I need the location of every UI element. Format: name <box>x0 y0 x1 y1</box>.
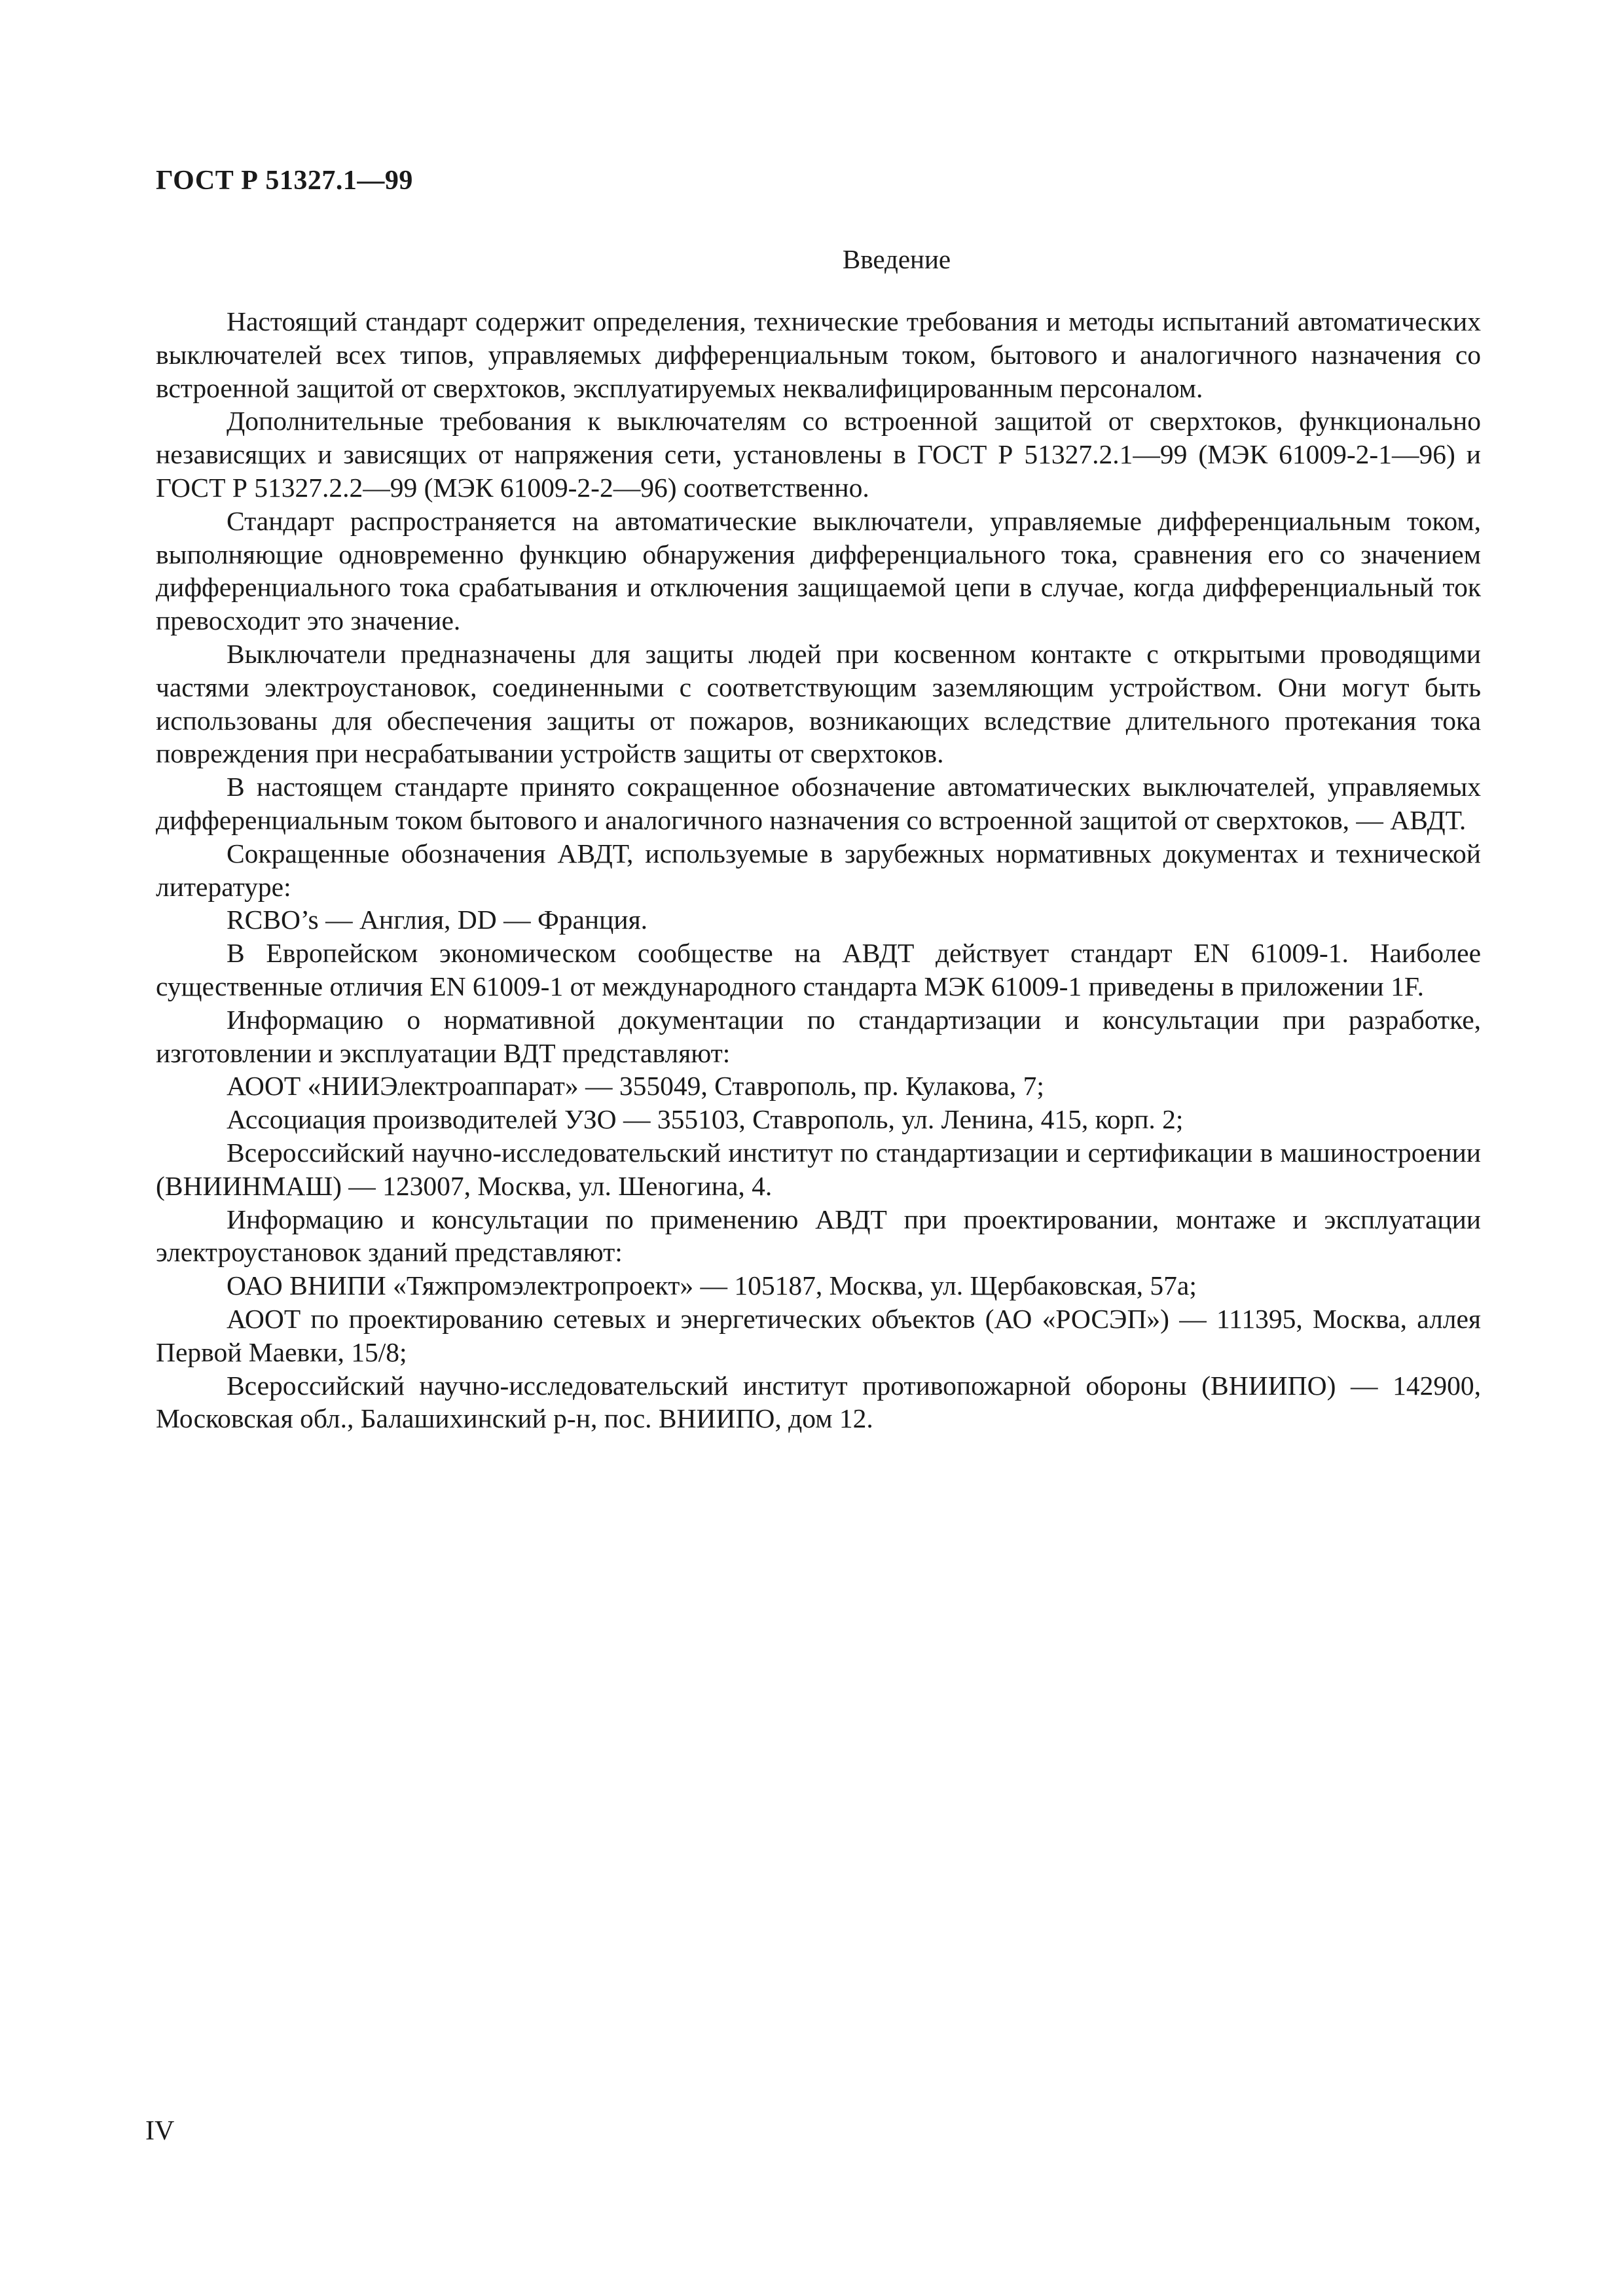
paragraph: Всероссийский научно-исследовательский институт по стандартизации и сертификации в машиностроении (ВНИИНМАШ) — 123007, Москва, ул. Шеногина, 4. <box>156 1137 1481 1201</box>
paragraph: Настоящий стандарт содержит определения, технические требования и методы испытаний автоматических выключателей всех типов, управляемых дифференциальным током, бытового и аналогичного назначения со встроенной защитой от сверхтоков, эксплуатируемых неквалифицированным персоналом. <box>156 306 1481 403</box>
document-code-header: ГОСТ Р 51327.1—99 <box>156 166 413 196</box>
paragraph: В Европейском экономическом сообществе на АВДТ действует стандарт EN 61009-1. Наиболее существенные отличия EN 61009-1 от международного стандарта МЭК 61009-1 приведены в приложении 1F. <box>156 938 1481 1001</box>
introduction-body <box>156 305 1481 1435</box>
paragraph: ОАО ВНИПИ «Тяжпромэлектропроект» — 105187, Москва, ул. Щербаковская, 57а; <box>227 1270 1197 1301</box>
paragraph: Ассоциация производителей УЗО — 355103, Ставрополь, ул. Ленина, 415, корп. 2; <box>227 1104 1184 1135</box>
paragraph: АООТ «НИИЭлектроаппарат» — 355049, Ставрополь, пр. Кулакова, 7; <box>227 1071 1044 1102</box>
paragraph: Информацию и консультации по применению АВДТ при проектировании, монтаже и эксплуатации электроустановок зданий представляют: <box>156 1204 1481 1268</box>
paragraph: Выключатели предназначены для защиты людей при косвенном контакте с открытыми проводящими частями электроустановок, соединенными с соответствующим заземляющим устройством. Они могут быть использованы для обеспечения защиты от пожаров, возникающих вследствие длительного протекания тока повреждения при несрабатывании устройств защиты от сверхтоков. <box>156 638 1481 769</box>
paragraph: АООТ по проектированию сетевых и энергетических объектов (АО «РОСЭП») — 111395, Москва, аллея Первой Маевки, 15/8; <box>156 1303 1481 1367</box>
paragraph: Всероссийский научно-исследовательский институт противопожарной обороны (ВНИИПО) — 142900, Московская обл., Балашихинский р-н, пос. ВНИИПО, дом 12. <box>156 1370 1481 1434</box>
paragraph: Сокращенные обозначения АВДТ, используемые в зарубежных нормативных документах и технической литературе: <box>156 838 1481 902</box>
paragraph: Стандарт распространяется на автоматические выключатели, управляемые дифференциальным током, выполняющие одновременно функцию обнаружения дифференциального тока, сравнения его со значением дифференциального тока срабатывания и отключения защищаемой цепи в случае, когда дифференциальный ток превосходит это значение. <box>156 505 1481 636</box>
page-number: IV <box>145 2116 175 2146</box>
paragraph: В настоящем стандарте принято сокращенное обозначение автоматических выключателей, управляемых дифференциальным током бытового и аналогичного назначения со встроенной защитой от сверхтоков, — АВДТ. <box>156 772 1481 835</box>
section-title: Введение <box>842 244 951 274</box>
paragraph: Дополнительные требования к выключателям со встроенной защитой от сверхтоков, функционально независящих и зависящих от напряжения сети, установлены в ГОСТ Р 51327.2.1—99 (МЭК 61009-2-1—96) и ГОСТ Р 51327.2.2—99 (МЭК 61009-2-2—96) соответственно. <box>156 406 1481 503</box>
paragraph: Информацию о нормативной документации по стандартизации и консультации при разработке, изготовлении и эксплуатации ВДТ представляют: <box>156 1004 1481 1068</box>
paragraph: RCBO’s — Англия, DD — Франция. <box>227 905 648 935</box>
